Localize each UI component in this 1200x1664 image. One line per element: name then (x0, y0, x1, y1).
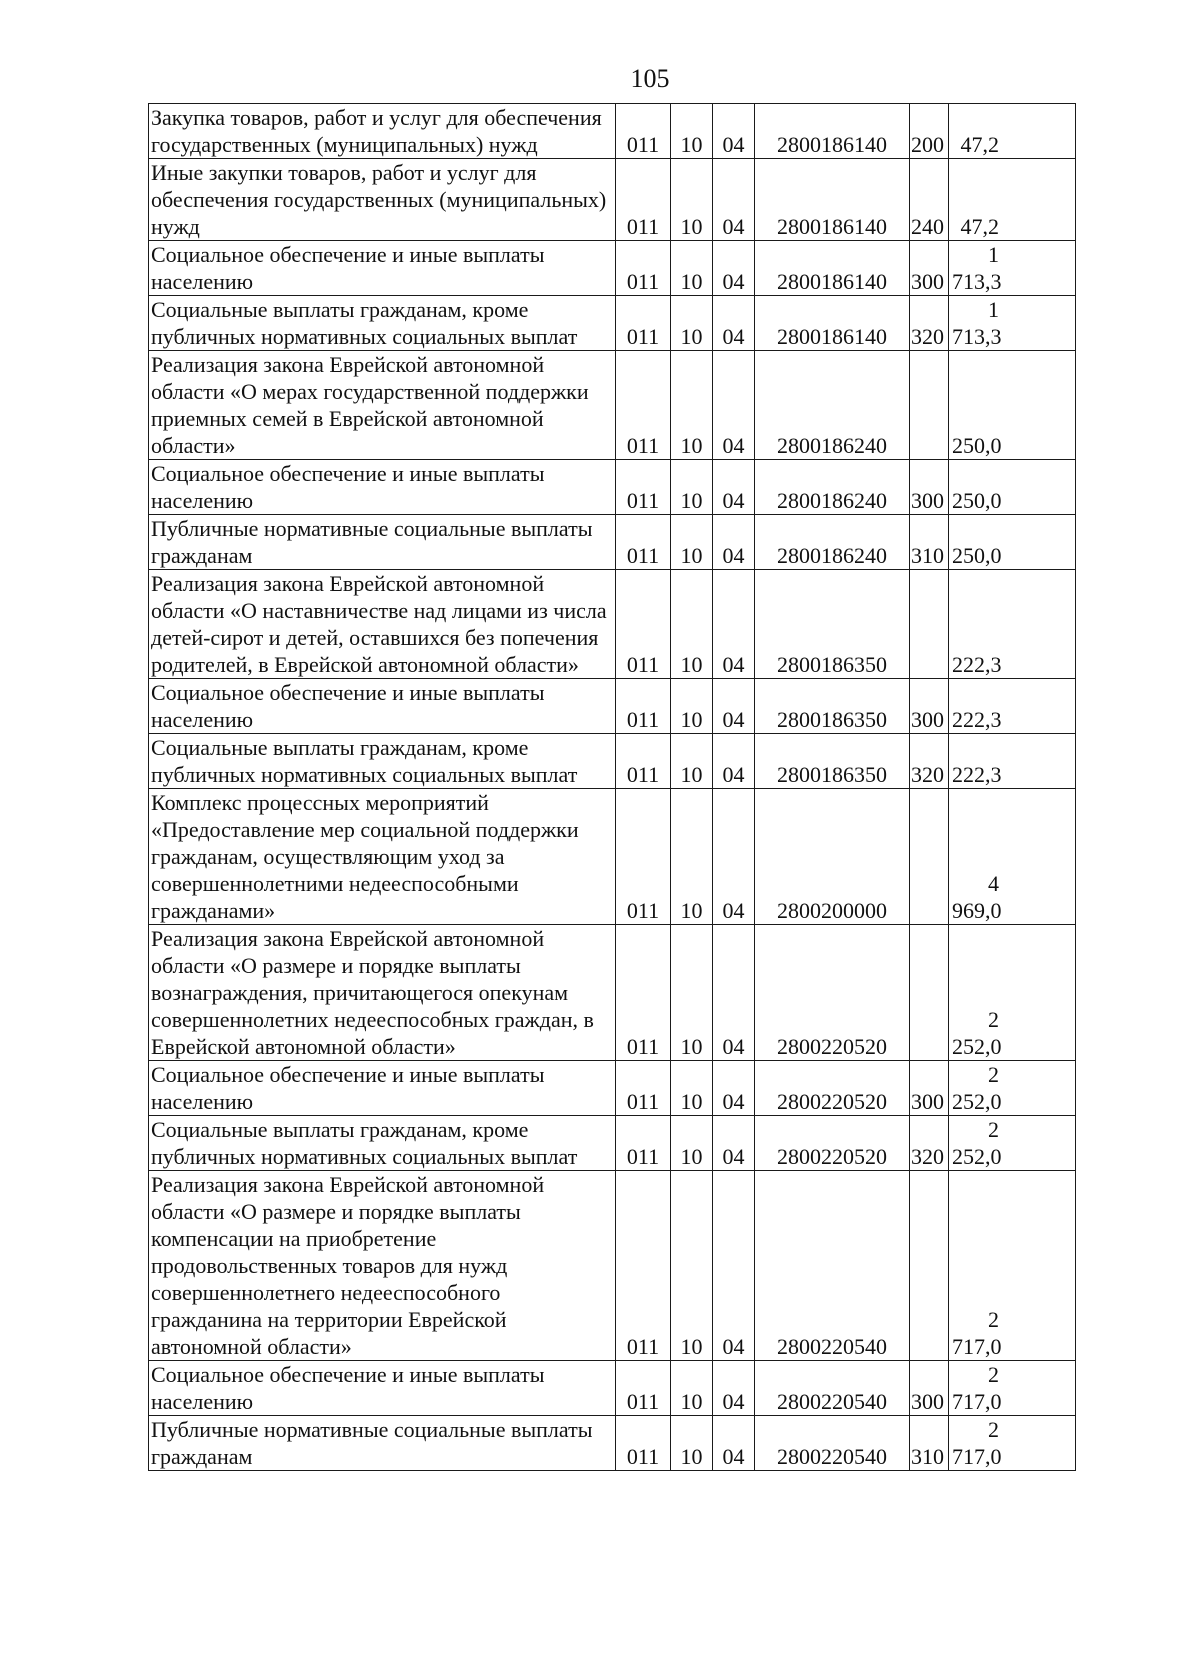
budget-table (148, 103, 1076, 1471)
row-expense-type-code: 320 (910, 734, 949, 789)
row-section-code: 10 (671, 789, 713, 925)
row-expense-type-code: 310 (910, 1416, 949, 1471)
row-subsection-code: 04 (713, 1061, 755, 1116)
row-target-article-code: 2800220540 (755, 1416, 910, 1471)
row-name: Социальные выплаты гражданам, кроме публичных нормативных социальных выплат (149, 734, 616, 789)
table-row (149, 515, 1076, 570)
row-amount: 2 252,0 (949, 925, 1076, 1061)
table-row (149, 460, 1076, 515)
row-name: Реализация закона Еврейской автономной области «О наставничестве над лицами из числа детей-сирот и детей, оставшихся без попечения родителей, в Еврейской автономной области» (149, 570, 616, 679)
row-section-code: 10 (671, 1171, 713, 1361)
row-name: Социальное обеспечение и иные выплаты населению (149, 241, 616, 296)
row-expense-type-code (910, 789, 949, 925)
row-section-code: 10 (671, 679, 713, 734)
table-row (149, 351, 1076, 460)
table-row (149, 679, 1076, 734)
table-row (149, 104, 1076, 159)
table-row (149, 1061, 1076, 1116)
row-amount: 250,0 (949, 460, 1076, 515)
row-grbs-code: 011 (616, 296, 671, 351)
row-section-code: 10 (671, 104, 713, 159)
row-amount: 250,0 (949, 351, 1076, 460)
row-target-article-code: 2800200000 (755, 789, 910, 925)
row-target-article-code: 2800220540 (755, 1361, 910, 1416)
row-name: Публичные нормативные социальные выплаты гражданам (149, 515, 616, 570)
row-grbs-code: 011 (616, 1361, 671, 1416)
row-expense-type-code (910, 351, 949, 460)
row-subsection-code: 04 (713, 1171, 755, 1361)
row-section-code: 10 (671, 1416, 713, 1471)
row-section-code: 10 (671, 1361, 713, 1416)
row-amount: 222,3 (949, 570, 1076, 679)
budget-table-body (149, 104, 1076, 1471)
row-expense-type-code: 300 (910, 460, 949, 515)
table-row (149, 1116, 1076, 1171)
row-expense-type-code: 240 (910, 159, 949, 241)
row-grbs-code: 011 (616, 1116, 671, 1171)
row-section-code: 10 (671, 570, 713, 679)
row-target-article-code: 2800186140 (755, 296, 910, 351)
row-name: Иные закупки товаров, работ и услуг для обеспечения государственных (муниципальных) нужд (149, 159, 616, 241)
row-section-code: 10 (671, 241, 713, 296)
table-row (149, 789, 1076, 925)
row-subsection-code: 04 (713, 296, 755, 351)
row-expense-type-code: 320 (910, 1116, 949, 1171)
row-target-article-code: 2800220540 (755, 1171, 910, 1361)
row-name: Социальное обеспечение и иные выплаты населению (149, 679, 616, 734)
row-amount: 2 717,0 (949, 1171, 1076, 1361)
row-grbs-code: 011 (616, 515, 671, 570)
row-expense-type-code: 310 (910, 515, 949, 570)
row-name: Социальные выплаты гражданам, кроме публичных нормативных социальных выплат (149, 1116, 616, 1171)
row-amount: 1 713,3 (949, 296, 1076, 351)
row-amount: 1 713,3 (949, 241, 1076, 296)
row-section-code: 10 (671, 460, 713, 515)
row-grbs-code: 011 (616, 570, 671, 679)
row-subsection-code: 04 (713, 159, 755, 241)
row-amount: 222,3 (949, 679, 1076, 734)
row-expense-type-code: 300 (910, 679, 949, 734)
row-section-code: 10 (671, 925, 713, 1061)
row-section-code: 10 (671, 296, 713, 351)
row-expense-type-code: 300 (910, 241, 949, 296)
row-target-article-code: 2800220520 (755, 1061, 910, 1116)
table-row (149, 1416, 1076, 1471)
row-subsection-code: 04 (713, 1361, 755, 1416)
row-amount: 2 252,0 (949, 1116, 1076, 1171)
row-grbs-code: 011 (616, 734, 671, 789)
row-expense-type-code: 300 (910, 1361, 949, 1416)
row-target-article-code: 2800186140 (755, 241, 910, 296)
table-row (149, 159, 1076, 241)
row-name: Публичные нормативные социальные выплаты гражданам (149, 1416, 616, 1471)
row-grbs-code: 011 (616, 925, 671, 1061)
row-expense-type-code (910, 925, 949, 1061)
row-section-code: 10 (671, 351, 713, 460)
row-amount: 222,3 (949, 734, 1076, 789)
row-section-code: 10 (671, 734, 713, 789)
table-row (149, 296, 1076, 351)
row-subsection-code: 04 (713, 734, 755, 789)
row-grbs-code: 011 (616, 159, 671, 241)
row-subsection-code: 04 (713, 789, 755, 925)
row-name: Реализация закона Еврейской автономной области «О мерах государственной поддержки приемных семей в Еврейской автономной области» (149, 351, 616, 460)
row-amount: 2 252,0 (949, 1061, 1076, 1116)
row-grbs-code: 011 (616, 1061, 671, 1116)
row-name: Социальные выплаты гражданам, кроме публичных нормативных социальных выплат (149, 296, 616, 351)
row-name: Реализация закона Еврейской автономной области «О размере и порядке выплаты компенсации на приобретение продовольственных товаров для нужд совершеннолетнего недееспособного гражданина на территории Еврейской автономной области» (149, 1171, 616, 1361)
table-row (149, 734, 1076, 789)
row-amount: 4 969,0 (949, 789, 1076, 925)
table-row (149, 1361, 1076, 1416)
row-section-code: 10 (671, 515, 713, 570)
row-grbs-code: 011 (616, 1171, 671, 1361)
row-name: Социальное обеспечение и иные выплаты населению (149, 1361, 616, 1416)
row-grbs-code: 011 (616, 1416, 671, 1471)
page-number: 105 (630, 64, 670, 93)
row-subsection-code: 04 (713, 1416, 755, 1471)
row-subsection-code: 04 (713, 351, 755, 460)
row-grbs-code: 011 (616, 679, 671, 734)
row-target-article-code: 2800186350 (755, 734, 910, 789)
row-expense-type-code: 300 (910, 1061, 949, 1116)
row-amount: 250,0 (949, 515, 1076, 570)
row-target-article-code: 2800220520 (755, 925, 910, 1061)
row-target-article-code: 2800186350 (755, 679, 910, 734)
row-amount: 47,2 (949, 159, 1076, 241)
row-subsection-code: 04 (713, 460, 755, 515)
row-expense-type-code: 320 (910, 296, 949, 351)
table-row (149, 925, 1076, 1061)
row-section-code: 10 (671, 1116, 713, 1171)
table-row (149, 570, 1076, 679)
row-section-code: 10 (671, 159, 713, 241)
row-expense-type-code (910, 1171, 949, 1361)
row-name: Социальное обеспечение и иные выплаты населению (149, 460, 616, 515)
row-subsection-code: 04 (713, 515, 755, 570)
row-grbs-code: 011 (616, 241, 671, 296)
row-target-article-code: 2800186140 (755, 104, 910, 159)
table-row (149, 1171, 1076, 1361)
row-expense-type-code (910, 570, 949, 679)
row-name: Закупка товаров, работ и услуг для обеспечения государственных (муниципальных) нужд (149, 104, 616, 159)
row-grbs-code: 011 (616, 789, 671, 925)
row-section-code: 10 (671, 1061, 713, 1116)
row-expense-type-code: 200 (910, 104, 949, 159)
row-subsection-code: 04 (713, 241, 755, 296)
row-target-article-code: 2800186240 (755, 351, 910, 460)
row-subsection-code: 04 (713, 1116, 755, 1171)
row-target-article-code: 2800186240 (755, 515, 910, 570)
row-grbs-code: 011 (616, 351, 671, 460)
row-name: Комплекс процессных мероприятий «Предоставление мер социальной поддержки гражданам, осуществляющим уход за совершеннолетними недееспособными гражданами» (149, 789, 616, 925)
row-target-article-code: 2800186240 (755, 460, 910, 515)
row-amount: 47,2 (949, 104, 1076, 159)
row-amount: 2 717,0 (949, 1416, 1076, 1471)
row-grbs-code: 011 (616, 460, 671, 515)
table-row (149, 241, 1076, 296)
row-target-article-code: 2800186350 (755, 570, 910, 679)
row-grbs-code: 011 (616, 104, 671, 159)
row-subsection-code: 04 (713, 679, 755, 734)
row-subsection-code: 04 (713, 570, 755, 679)
row-amount: 2 717,0 (949, 1361, 1076, 1416)
row-name: Реализация закона Еврейской автономной области «О размере и порядке выплаты вознаграждения, причитающегося опекунам совершеннолетних недееспособных граждан, в Еврейской автономной области» (149, 925, 616, 1061)
row-subsection-code: 04 (713, 104, 755, 159)
row-subsection-code: 04 (713, 925, 755, 1061)
row-target-article-code: 2800220520 (755, 1116, 910, 1171)
row-name: Социальное обеспечение и иные выплаты населению (149, 1061, 616, 1116)
row-target-article-code: 2800186140 (755, 159, 910, 241)
